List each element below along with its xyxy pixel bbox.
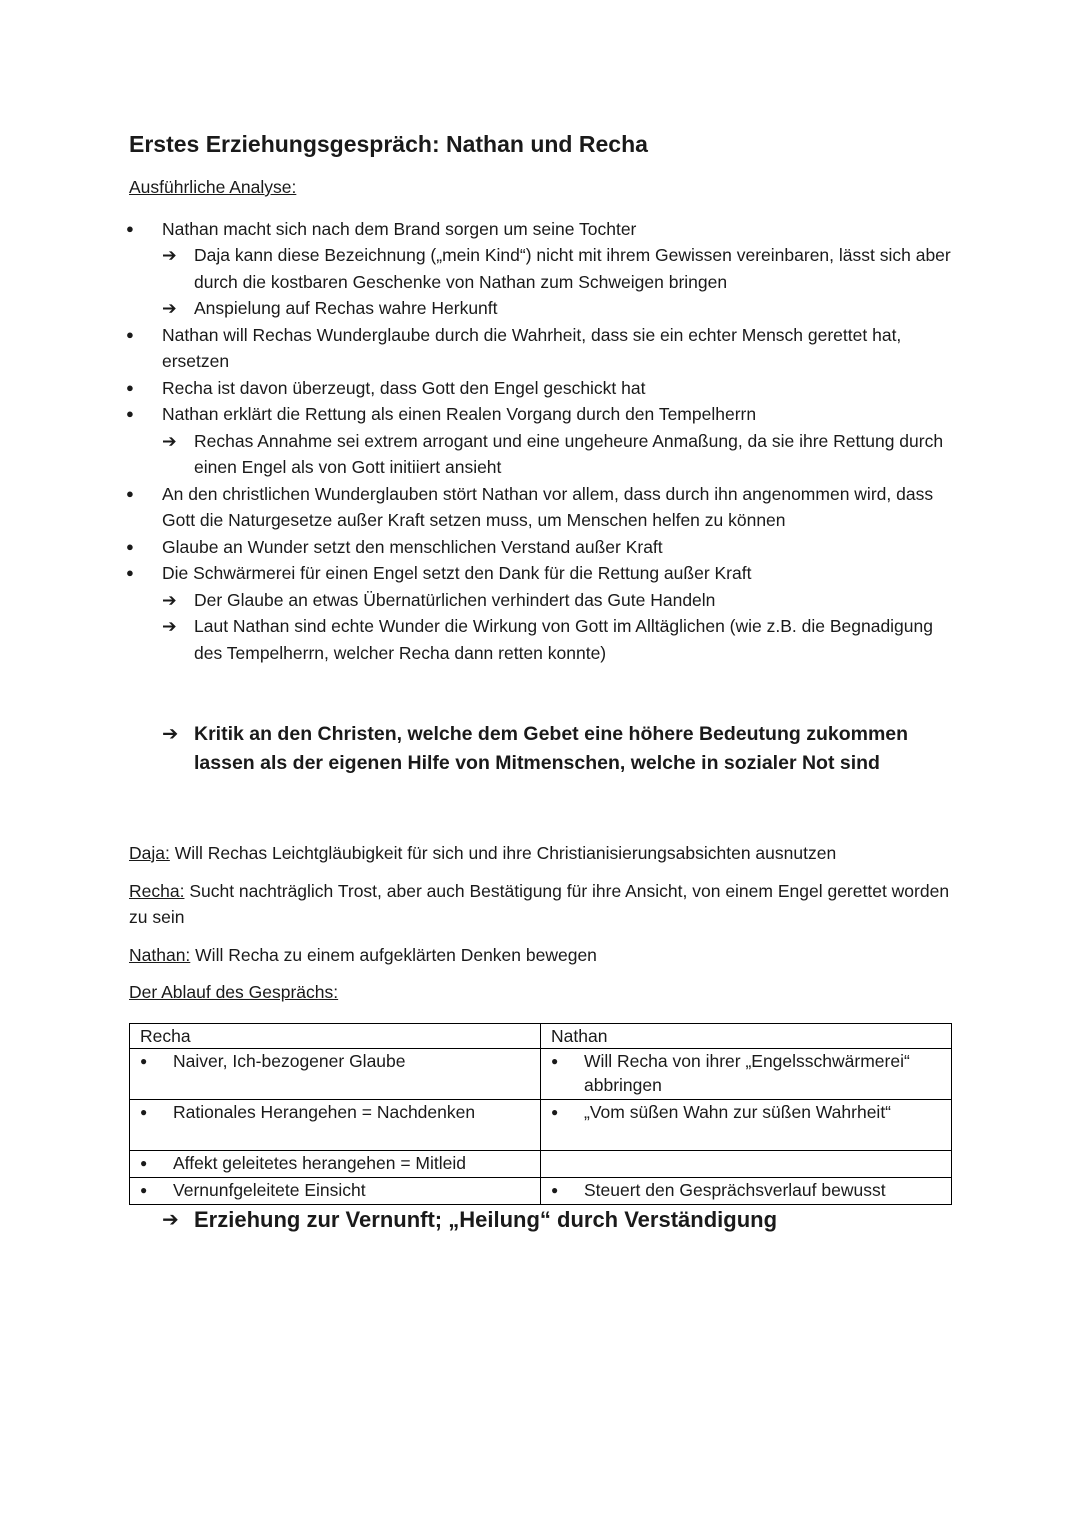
persona-recha: Recha: Sucht nachträglich Trost, aber auch Bestätigung für ihre Ansicht, von einem Engel gerettet worden zu sein bbox=[129, 880, 950, 927]
conclusion: ➔ Kritik an den Christen, welche dem Gebet eine höhere Bedeutung zukommen lassen als der eigenen Hilfe von Mitmenschen, welche in sozialer Not sind bbox=[129, 720, 959, 778]
dialogue-table bbox=[129, 1023, 952, 1205]
list-item: ● An den christlichen Wunderglauben stört Nathan vor allem, dass durch ihn angenommen wird, dass Gott die Naturgesetze außer Kraft setzen muss, um Menschen helfen zu können bbox=[129, 481, 959, 534]
persona-nathan: Nathan: Will Recha zu einem aufgeklärten Denken bewegen bbox=[129, 944, 597, 965]
document-page bbox=[129, 128, 959, 1235]
list-item: ● Glaube an Wunder setzt den menschlichen Verstand außer Kraft bbox=[129, 534, 959, 561]
arrow-icon: ➔ bbox=[162, 298, 177, 318]
section-heading-analysis: Ausführliche Analyse: bbox=[129, 177, 297, 197]
page-title: Erstes Erziehungsgespräch: Nathan und Recha bbox=[129, 131, 648, 157]
final-conclusion: ➔ Erziehung zur Vernunft; „Heilung“ durch Verständigung bbox=[129, 1205, 959, 1235]
arrow-icon: ➔ bbox=[162, 616, 177, 636]
table-header-recha: Recha bbox=[130, 1023, 541, 1048]
list-item: ● Nathan macht sich nach dem Brand sorgen um seine Tochter bbox=[129, 216, 959, 243]
section-heading-ablauf: Der Ablauf des Gesprächs: bbox=[129, 982, 339, 1002]
list-subitem: ➔ Laut Nathan sind echte Wunder die Wirkung von Gott im Alltäglichen (wie z.B. die Begnadigung des Tempelherrn, welcher Recha dann retten konnte) bbox=[129, 613, 959, 666]
persona-daja: Daja: Will Rechas Leichtgläubigkeit für sich und ihre Christianisierungsabsichten ausnutzen bbox=[129, 843, 837, 863]
table-cell-empty bbox=[541, 1150, 952, 1177]
analysis-list bbox=[129, 216, 959, 667]
table-cell: ● „Vom süßen Wahn zur süßen Wahrheit“ bbox=[541, 1099, 952, 1150]
table-cell: ● Affekt geleitetes herangehen = Mitleid bbox=[130, 1150, 541, 1177]
arrow-icon: ➔ bbox=[162, 430, 177, 451]
table-cell: ● Vernunfgeleitete Einsicht bbox=[130, 1177, 541, 1204]
list-item: ● Nathan will Rechas Wunderglaube durch die Wahrheit, dass sie ein echter Mensch gerettet hat, ersetzen bbox=[129, 322, 959, 375]
arrow-icon: ➔ bbox=[162, 1208, 179, 1231]
table-header-nathan: Nathan bbox=[541, 1023, 952, 1048]
table-cell: ● Steuert den Gesprächsverlauf bewusst bbox=[541, 1177, 952, 1204]
arrow-icon: ➔ bbox=[162, 245, 177, 265]
list-item: ● Recha ist davon überzeugt, dass Gott den Engel geschickt hat bbox=[129, 375, 959, 402]
table-cell: ● Will Recha von ihrer „Engelsschwärmerei“ abbringen bbox=[541, 1048, 952, 1099]
persona-list bbox=[129, 840, 959, 968]
list-item: ● Die Schwärmerei für einen Engel setzt den Dank für die Rettung außer Kraft bbox=[129, 560, 959, 587]
table-cell: ● Naiver, Ich-bezogener Glaube bbox=[130, 1048, 541, 1099]
list-subitem: ➔ Daja kann diese Bezeichnung („mein Kind“) nicht mit ihrem Gewissen vereinbaren, lässt sich aber durch die kostbaren Geschenke von Nathan zum Schweigen bringen bbox=[129, 242, 959, 295]
arrow-icon: ➔ bbox=[162, 589, 177, 610]
list-subitem: ➔ Der Glaube an etwas Übernatürlichen verhindert das Gute Handeln bbox=[129, 587, 959, 614]
table-row bbox=[130, 1048, 952, 1099]
list-subitem: ➔ Rechas Annahme sei extrem arrogant und eine ungeheure Anmaßung, da sie ihre Rettung durch einen Engel als von Gott initiiert ansieht bbox=[129, 428, 959, 481]
table-row bbox=[130, 1177, 952, 1204]
table-cell: ● Rationales Herangehen = Nachdenken bbox=[130, 1099, 541, 1150]
table-header-row bbox=[130, 1023, 952, 1048]
list-subitem: ➔ Anspielung auf Rechas wahre Herkunft bbox=[129, 295, 959, 322]
list-item: ● Nathan erklärt die Rettung als einen Realen Vorgang durch den Tempelherrn bbox=[129, 401, 959, 428]
table-row bbox=[130, 1150, 952, 1177]
arrow-icon: ➔ bbox=[162, 723, 179, 745]
table-row bbox=[130, 1099, 952, 1150]
